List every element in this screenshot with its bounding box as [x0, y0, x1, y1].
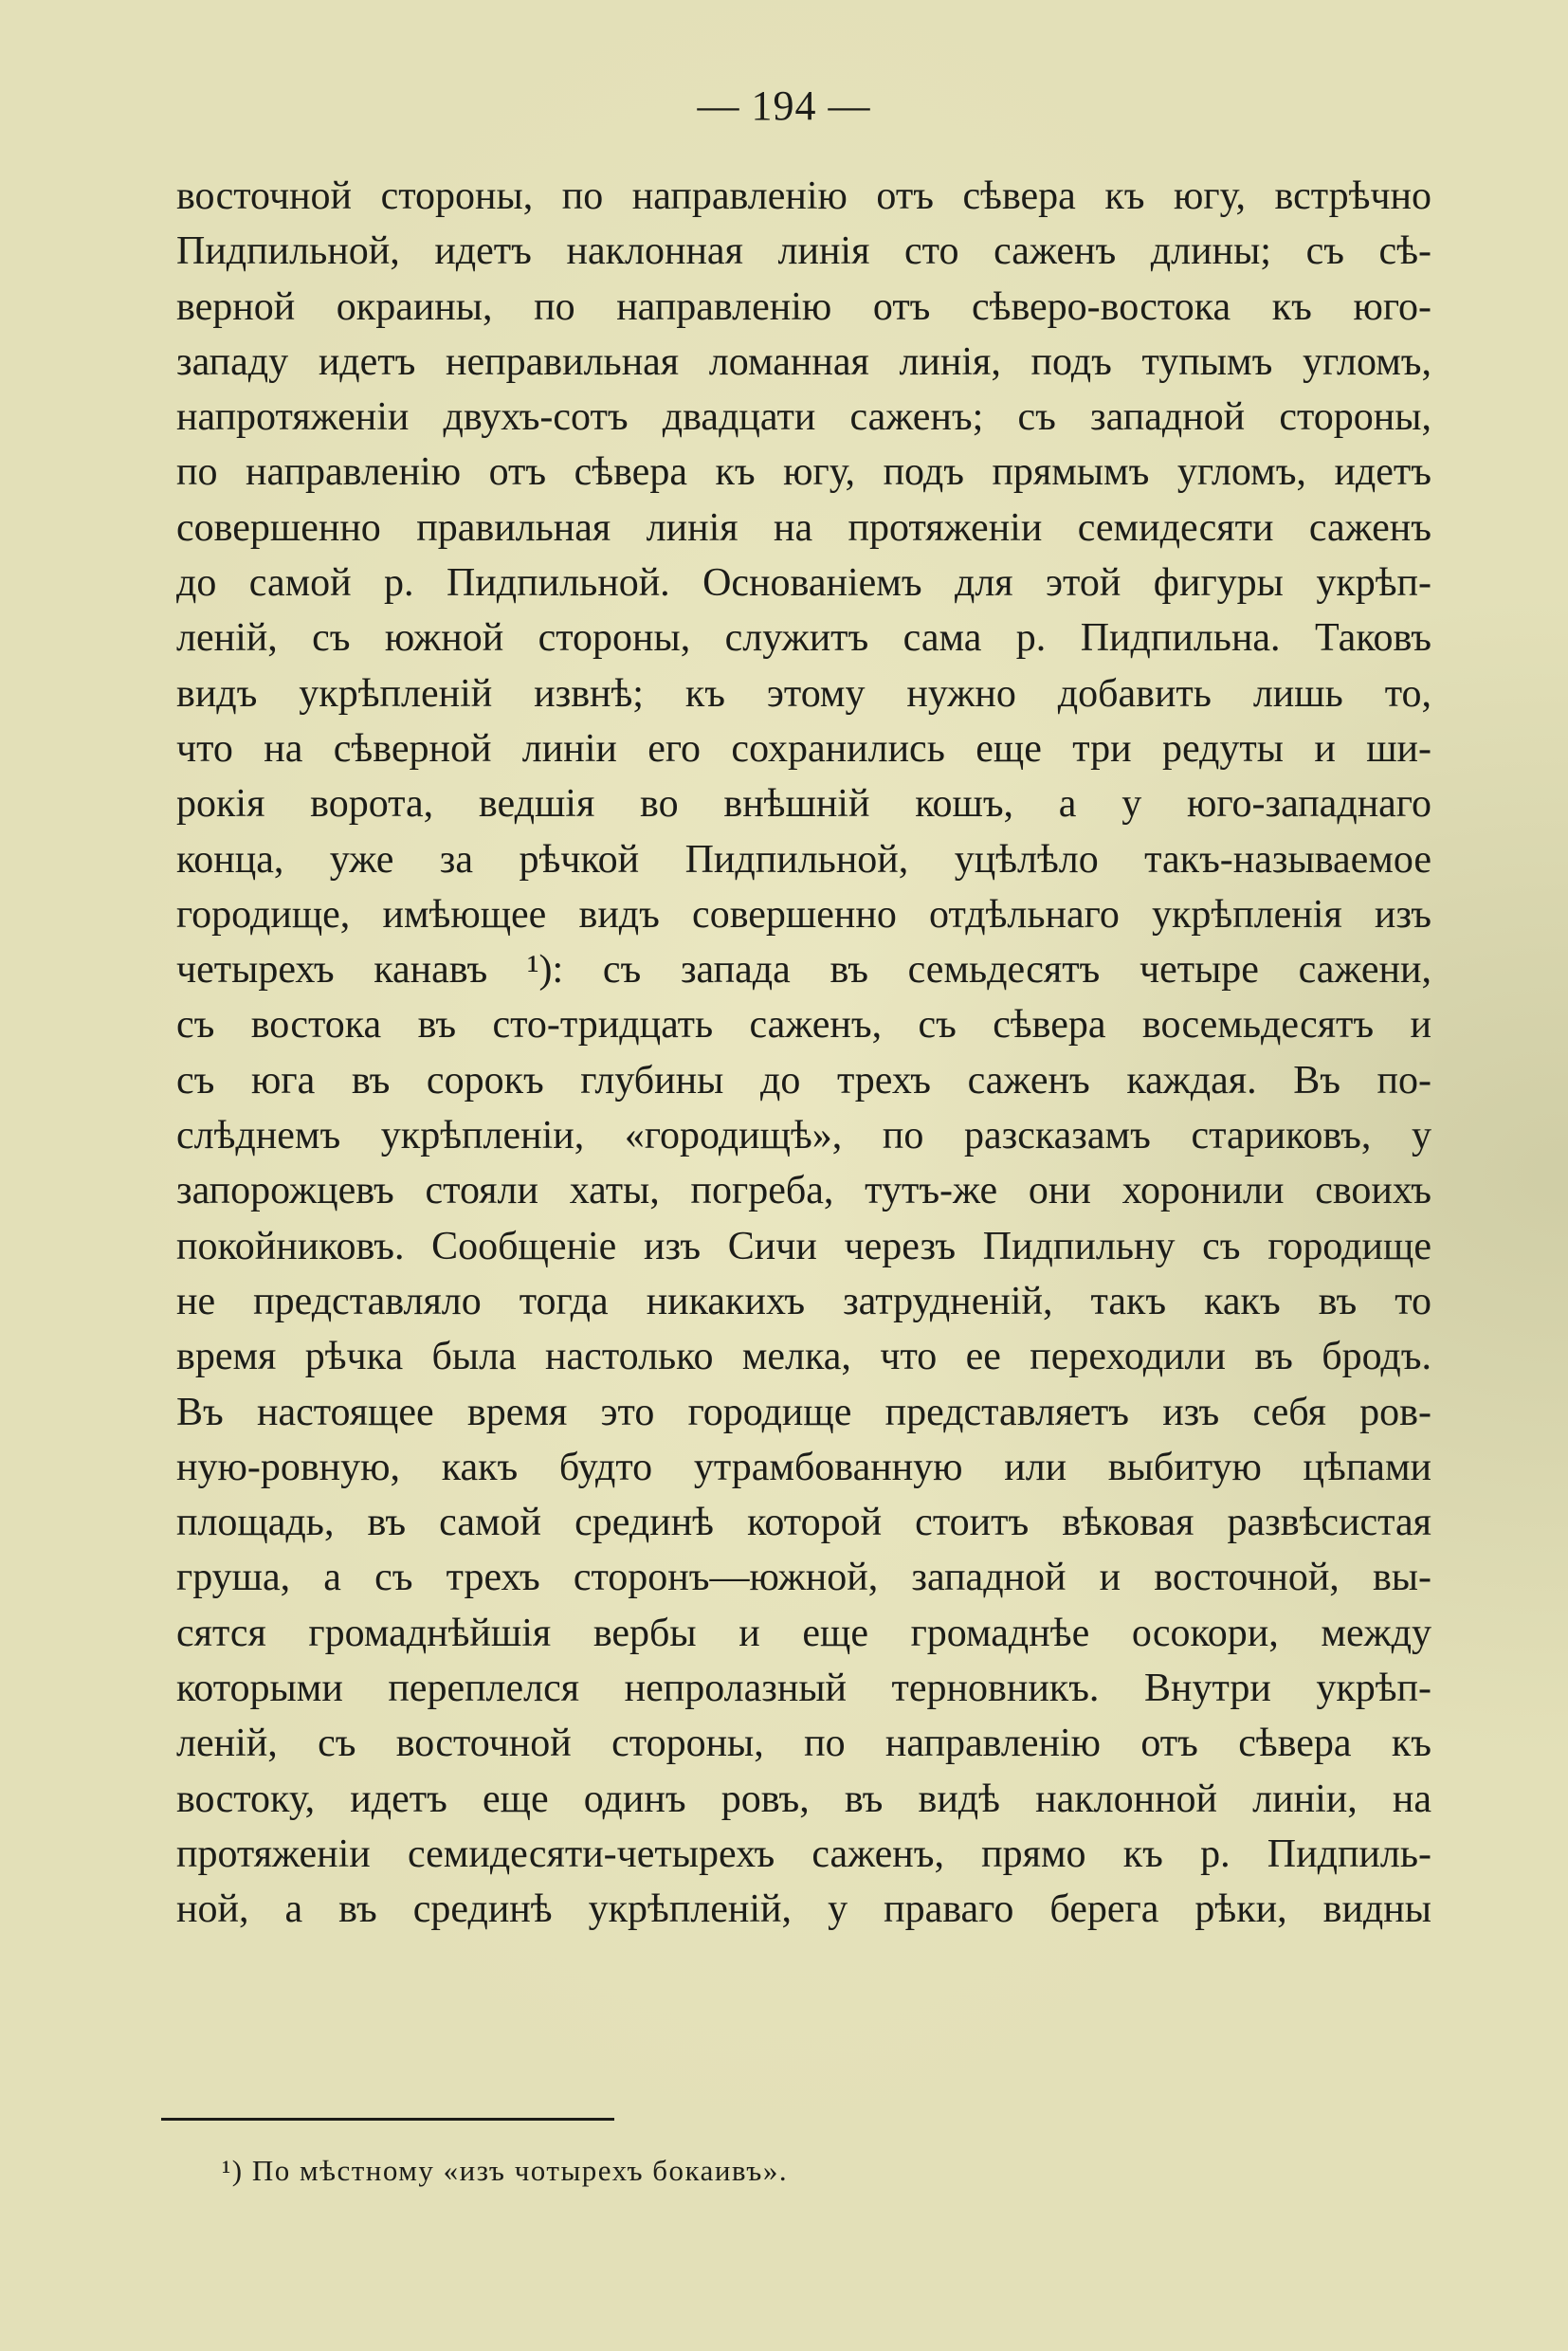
- text-line: съ юга въ сорокъ глубины до трехъ саженъ каждая. Въ по-: [176, 1058, 1431, 1103]
- text-line: что на сѣверной линіи его сохранились еще три редуты и ши-: [176, 726, 1431, 771]
- page-number: — 194 —: [697, 82, 871, 129]
- text-line: Пидпильной, идетъ наклонная линія сто саженъ длины; съ сѣ-: [176, 229, 1431, 274]
- text-line: леній, съ южной стороны, служитъ сама р. Пидпильна. Таковъ: [176, 616, 1431, 661]
- text-line: по направленію отъ сѣвера къ югу, подъ прямымъ угломъ, идетъ: [176, 450, 1431, 495]
- text-line: покойниковъ. Сообщеніе изъ Сичи черезъ Пидпильну съ городище: [176, 1224, 1431, 1268]
- text-line: городище, имѣющее видъ совершенно отдѣльнаго укрѣпленія изъ: [176, 892, 1431, 937]
- text-line: площадь, въ самой срединѣ которой стоитъ вѣковая развѣсистая: [176, 1501, 1431, 1545]
- text-line: время рѣчка была настолько мелка, что ее переходили въ бродъ.: [176, 1335, 1431, 1379]
- text-line: верной окраины, по направленію отъ сѣверо-востока къ юго-: [176, 284, 1431, 329]
- footnote-divider: [161, 2118, 614, 2121]
- text-line: напротяженіи двухъ-сотъ двадцати саженъ; съ западной стороны,: [176, 395, 1431, 440]
- text-line: западу идетъ неправильная ломанная линія, подъ тупымъ угломъ,: [176, 339, 1431, 384]
- text-line: восточной стороны, по направленію отъ сѣвера къ югу, встрѣчно: [176, 174, 1431, 218]
- text-line: совершенно правильная линія на протяженіи семидесяти саженъ: [176, 505, 1431, 550]
- text-line: Въ настоящее время это городище представляетъ изъ себя ров-: [176, 1390, 1431, 1434]
- text-line: съ востока въ сто-тридцать саженъ, съ сѣвера восемьдесятъ и: [176, 1003, 1431, 1048]
- footnote: ¹) По мѣстному «изъ чотырехъ бокаивъ».: [222, 2154, 789, 2187]
- text-line: ную-ровную, какъ будто утрамбованную или выбитую цѣпами: [176, 1445, 1431, 1489]
- text-line: конца, уже за рѣчкой Пидпильной, уцѣлѣло такъ-называемое: [176, 837, 1431, 882]
- text-line: груша, а съ трехъ сторонъ—южной, западной и восточной, вы-: [176, 1556, 1431, 1600]
- text-line: не представляло тогда никакихъ затрудненій, такъ какъ въ то: [176, 1279, 1431, 1323]
- text-line: которыми переплелся непролазный терновникъ. Внутри укрѣп-: [176, 1667, 1431, 1711]
- text-line: протяженіи семидесяти-четырехъ саженъ, прямо къ р. Пидпиль-: [176, 1832, 1431, 1876]
- text-line: до самой р. Пидпильной. Основаніемъ для этой фигуры укрѣп-: [176, 561, 1431, 606]
- text-line: леній, съ восточной стороны, по направленію отъ сѣвера къ: [176, 1722, 1431, 1766]
- body-text: [176, 169, 1431, 1938]
- text-line: сятся громаднѣйшія вербы и еще громаднѣе осокори, между: [176, 1611, 1431, 1655]
- text-line: ной, а въ срединѣ укрѣпленій, у праваго берега рѣки, видны: [176, 1887, 1431, 1932]
- text-line: запорожцевъ стояли хаты, погреба, тутъ-же они хоронили своихъ: [176, 1169, 1431, 1213]
- text-line: востоку, идетъ еще одинъ ровъ, въ видѣ наклонной линіи, на: [176, 1777, 1431, 1821]
- text-line: четырехъ канавъ ¹): съ запада въ семьдесятъ четыре сажени,: [176, 948, 1431, 993]
- text-line: слѣднемъ укрѣпленіи, «городищѣ», по разсказамъ стариковъ, у: [176, 1114, 1431, 1158]
- text-line: видъ укрѣпленій извнѣ; къ этому нужно добавить лишь то,: [176, 671, 1431, 716]
- text-line: рокія ворота, ведшія во внѣшній кошъ, а у юго-западнаго: [176, 782, 1431, 827]
